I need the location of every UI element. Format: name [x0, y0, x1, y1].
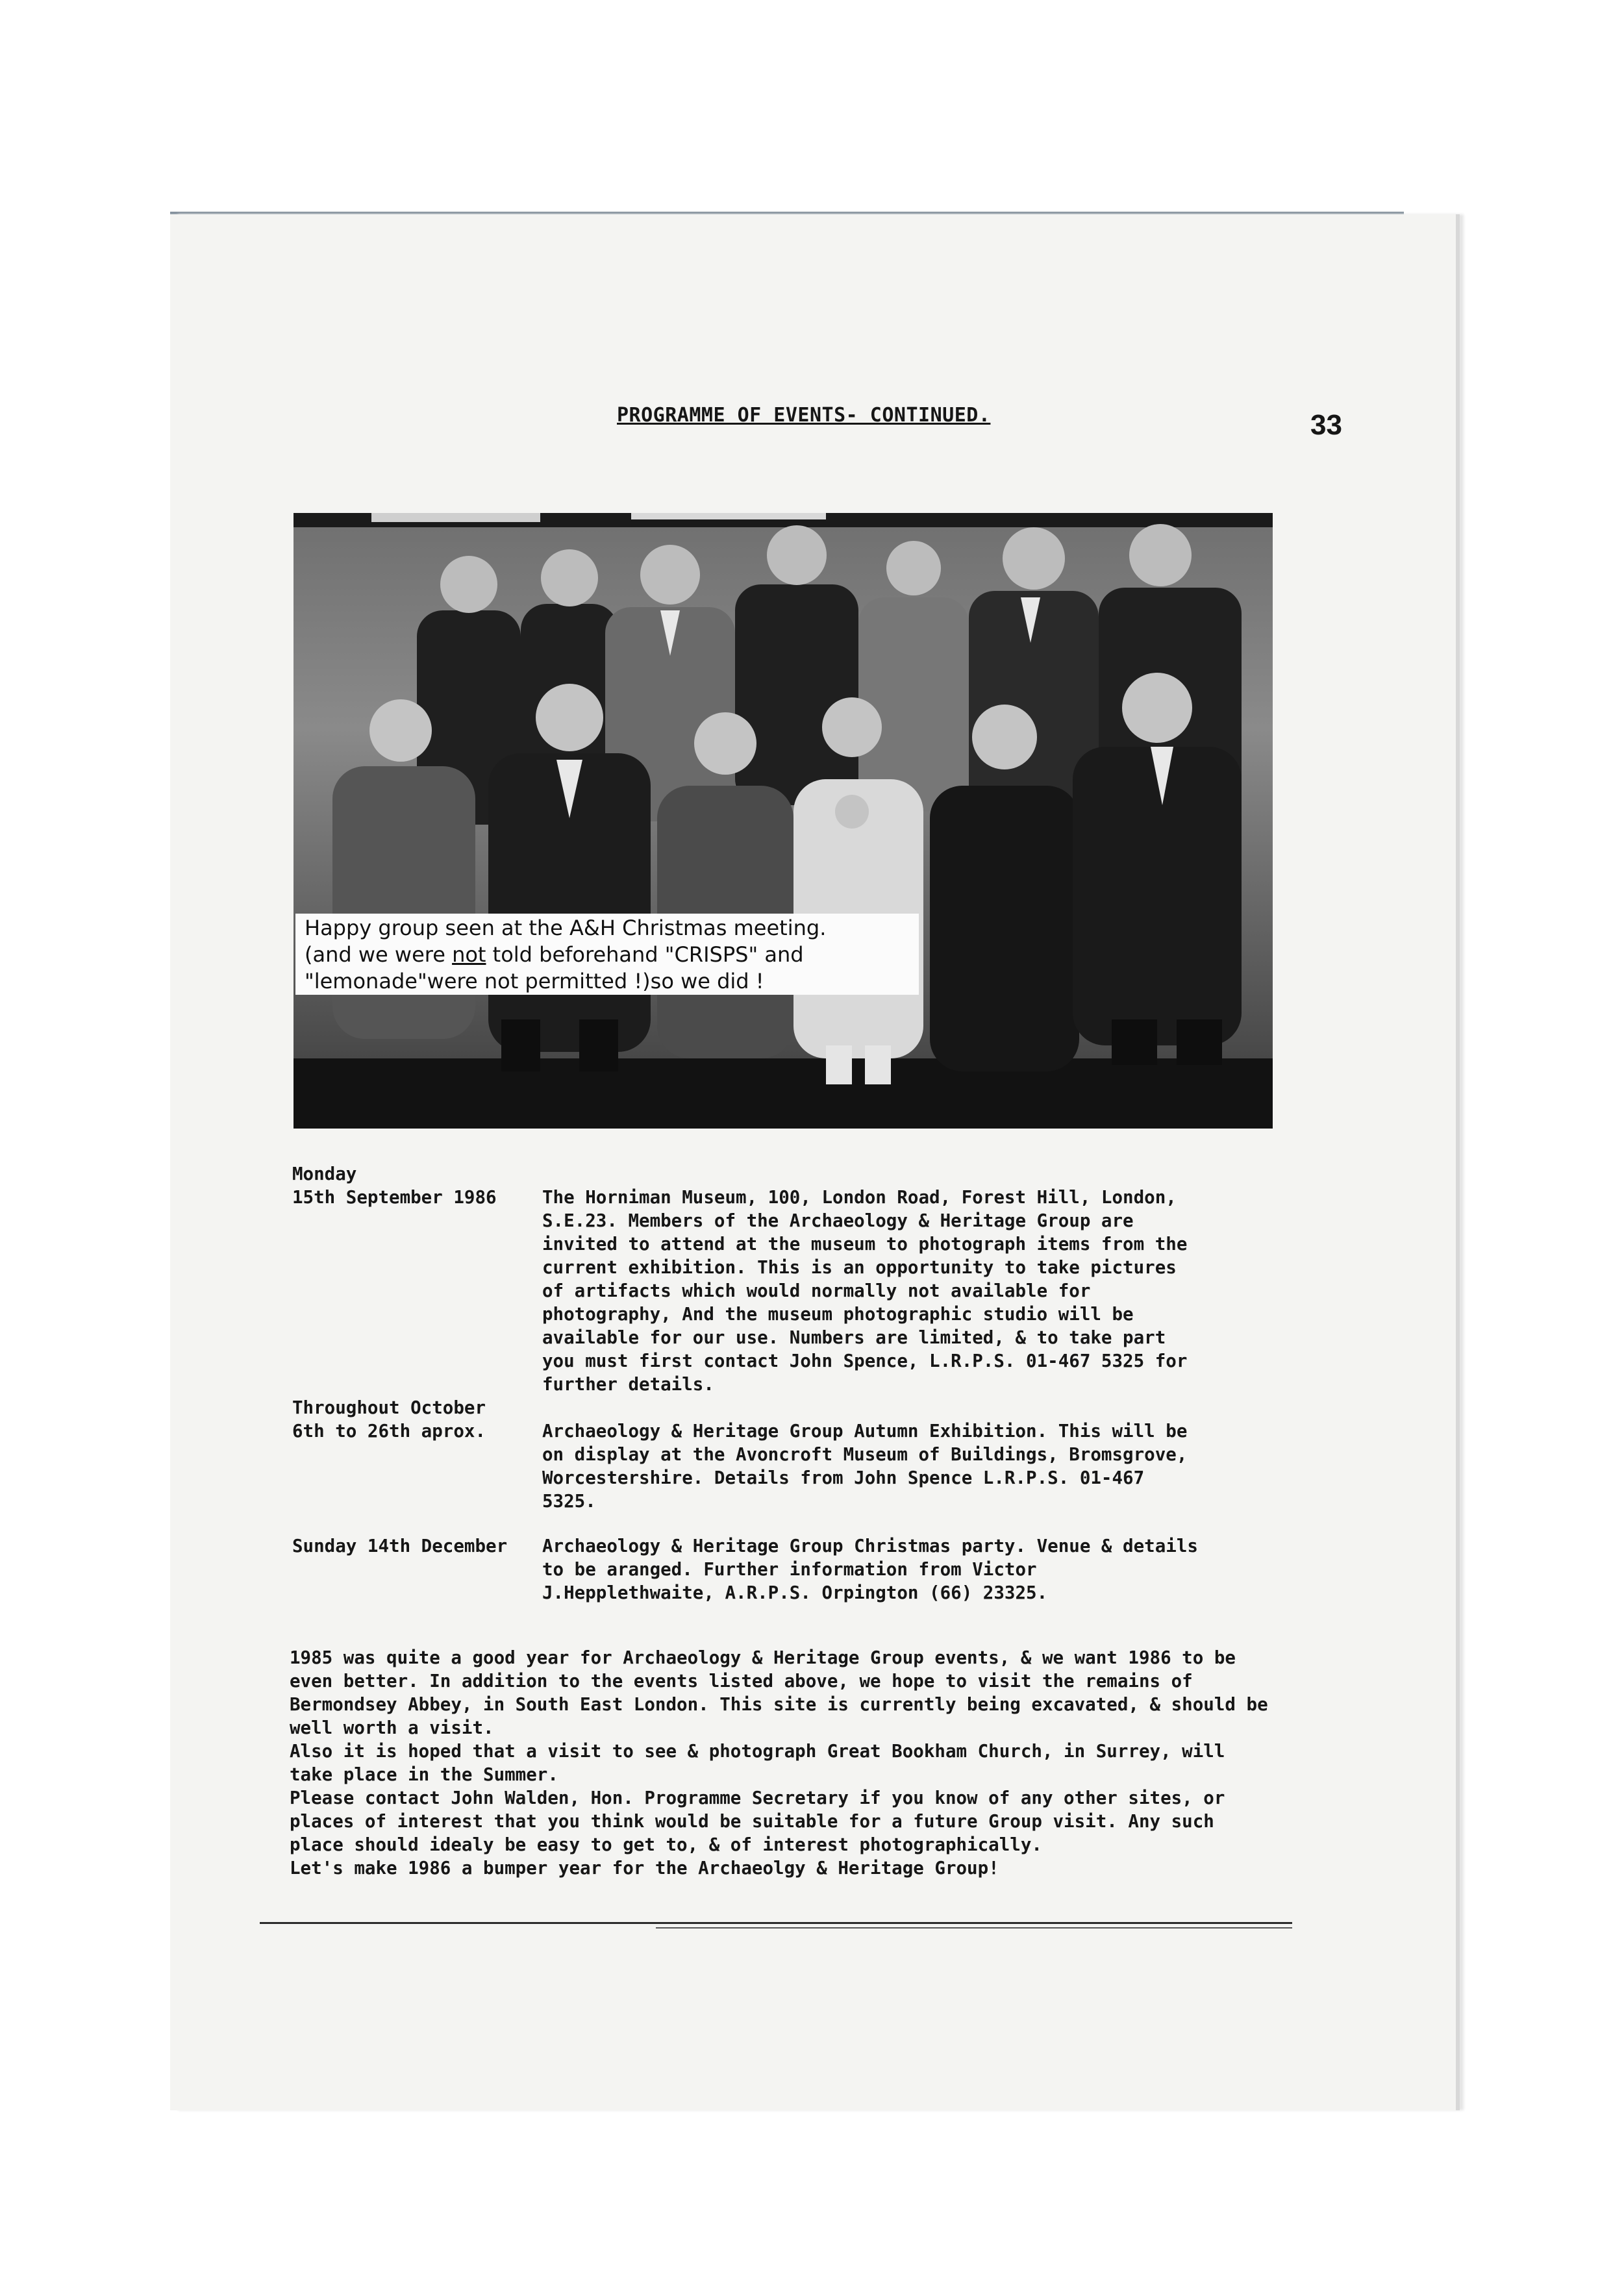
caption-line: "lemonade"were not permitted !)so we did ! — [305, 969, 764, 993]
closing-text: Please contact John Walden, Hon. Programme Secretary if you know of any other sites, or places of interest that you think would be suitable for a future Group visit. Any such place should idealy be easy to get to, & of interest photographically. — [290, 1788, 1225, 1855]
photo-caption — [295, 914, 919, 995]
page-number: 33 — [1310, 409, 1342, 441]
group-photograph — [294, 513, 1273, 1129]
event-date: Monday 15th September 1986 — [292, 1164, 497, 1208]
bottom-rule — [260, 1922, 1292, 1924]
group-photo-image — [294, 513, 1273, 1129]
caption-text: told beforehand "CRISPS" and — [486, 942, 804, 967]
closing-text: 1985 was quite a good year for Archaeology & Heritage Group events, & we want 1986 to be even better. In addition to the events listed above, we hope to visit the remains of Bermondsey Abbey, in South East London. This site is currently being excavated, & should be well worth a visit. — [290, 1647, 1268, 1738]
event-date: Sunday 14th December — [292, 1536, 508, 1556]
closing-paragraph — [290, 1646, 1277, 1880]
bottom-rule-secondary — [656, 1927, 1292, 1929]
caption-underlined-word: not — [452, 942, 486, 967]
caption-text: (and we were — [305, 942, 453, 967]
event-date: Throughout October 6th to 26th aprox. — [292, 1397, 486, 1442]
event-description: Archaeology & Heritage Group Autumn Exhibition. This will be on display at the Avoncroft Museum of Buildings, Bromsgrove, Worcestershire. Details from John Spence L.R.P.S. 01-467 5325. — [542, 1421, 1188, 1512]
page-title: PROGRAMME OF EVENTS- CONTINUED. — [617, 404, 991, 427]
caption-line — [305, 942, 915, 968]
event-description: The Horniman Museum, 100, London Road, Forest Hill, London, S.E.23. Members of the Archaeology & Heritage Group are invited to attend at the museum to photograph items from the current exhibition. This is an opportunity to take pictures of artifacts which would normally not available for photography, And the museum photographic studio will be available for our use. Numbers are limited, & to take part you must first contact John Spence, L.R.P.S. 01-467 5325 for further details. — [542, 1187, 1188, 1395]
closing-text: Let's make 1986 a bumper year for the Archaeolgy & Heritage Group! — [290, 1858, 999, 1879]
closing-text: Also it is hoped that a visit to see & photograph Great Bookham Church, in Surrey, will take place in the Summer. — [290, 1741, 1225, 1785]
caption-line: Happy group seen at the A&H Christmas meeting. — [305, 916, 827, 940]
event-description: Archaeology & Heritage Group Christmas party. Venue & details to be aranged. Further information from Victor J.Hepplethwaite, A.R.P.S. Orpington (66) 23325. — [542, 1536, 1198, 1603]
